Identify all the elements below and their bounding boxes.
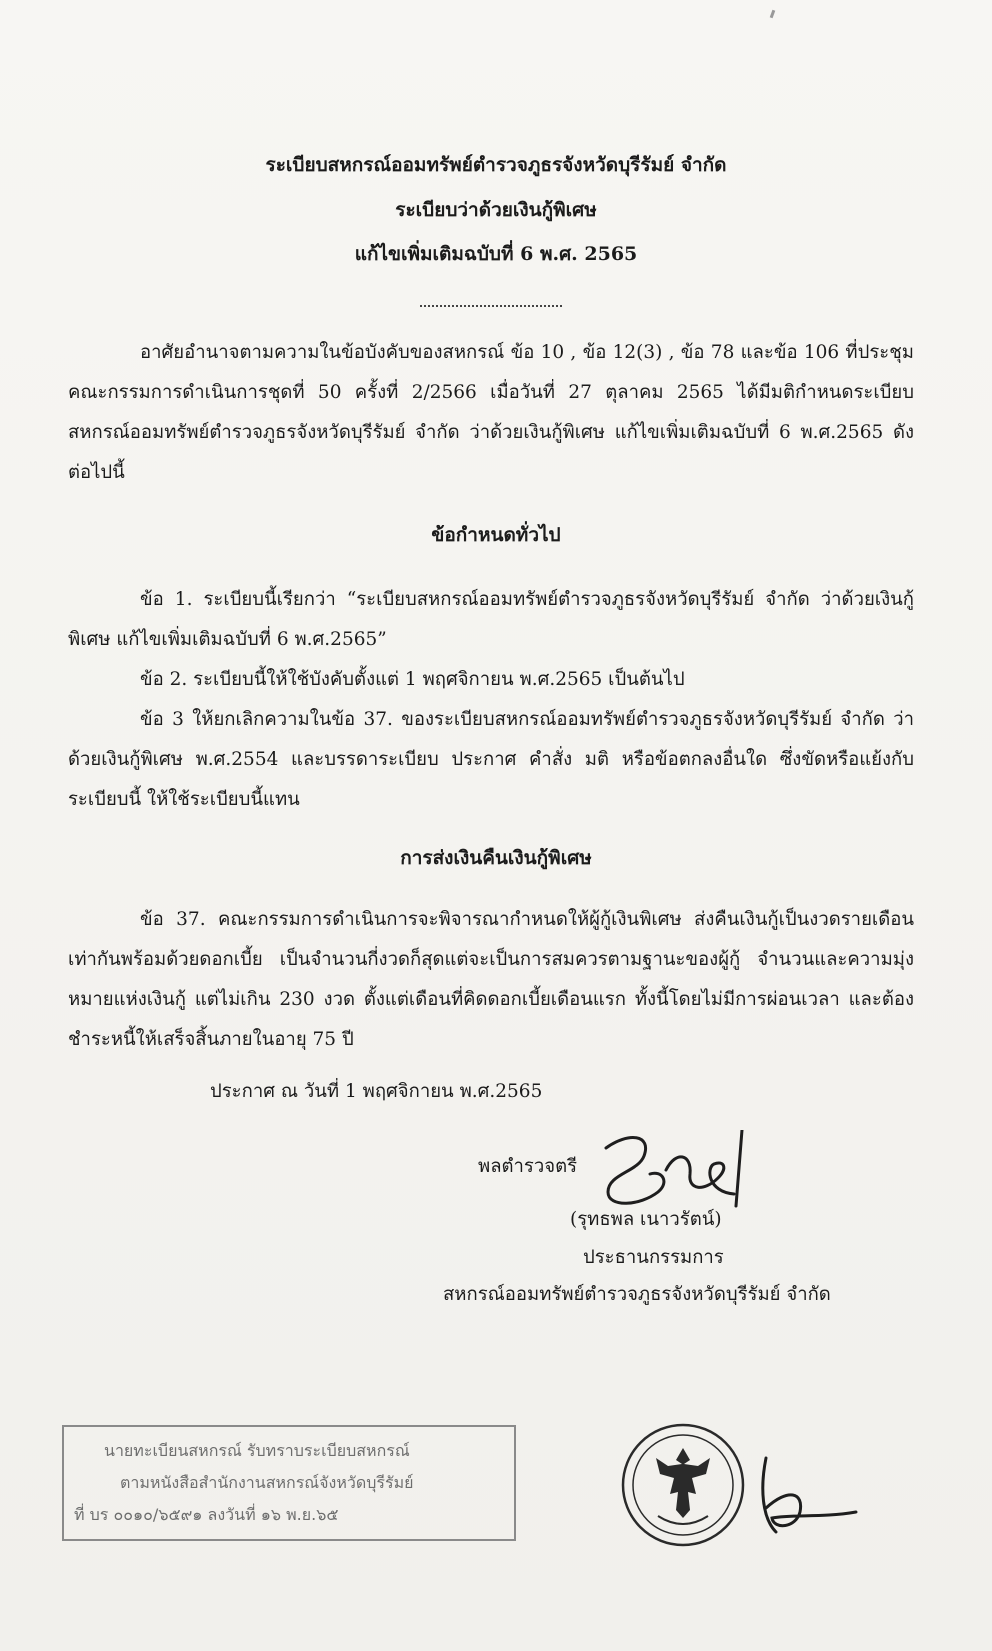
garuda-seal <box>618 1420 748 1550</box>
signer-rank: พลตำรวจตรี <box>478 1156 578 1177</box>
clause-2: ข้อ 2. ระเบียบนี้ให้ใช้บังคับตั้งแต่ 1 พฤศจิกายน พ.ศ.2565 เป็นต้นไป <box>140 669 685 690</box>
clause-37: ข้อ 37. คณะกรรมการดำเนินการจะพิจารณากำหนดให้ผู้กู้เงินพิเศษ ส่งคืนเงินกู้เป็นงวดรายเดือนเท่ากันพร้อมด้วยดอกเบี้ย เป็นจำนวนกี่งวดก็สุดแต่จะเป็นการสมควรตามฐานะของผู้กู้ จำนวนและความมุ่งหมายแห่งเงินกู้ แต่ไม่เกิน 230 งวด ตั้งแต่เดือนที่คิดดอกเบี้ยเดือนแรก ทั้งนี้โดยไม่มีการผ่อนเวลา และต้องชำระหนี้ให้เสร็จสิ้นภายในอายุ 75 ปี <box>68 909 914 1050</box>
stamp-line-2: ตามหนังสือสำนักงานสหกรณ์จังหวัดบุรีรัมย์ <box>120 1473 414 1492</box>
handwritten-initials <box>752 1448 892 1538</box>
preamble-paragraph: อาศัยอำนาจตามความในข้อบังคับของสหกรณ์ ข้อ 10 , ข้อ 12(3) , ข้อ 78 และข้อ 106 ที่ประชุมคณะกรรมการดำเนินการชุดที่ 50 ครั้งที่ 2/2566 เมื่อวันที่ 27 ตุลาคม 2565 ได้มีมติกำหนดระเบียบสหกรณ์ออมทรัพย์ตำรวจภูธรจังหวัดบุรีรัมย์ จำกัด ว่าด้วยเงินกู้พิเศษ แก้ไขเพิ่มเติมฉบับที่ 6 พ.ศ.2565 ดังต่อไปนี้ <box>68 342 914 483</box>
clause-3: ข้อ 3 ให้ยกเลิกความในข้อ 37. ของระเบียบสหกรณ์ออมทรัพย์ตำรวจภูธรจังหวัดบุรีรัมย์ จำกัด ว่าด้วยเงินกู้พิเศษ พ.ศ.2554 และบรรดาระเบียบ ประกาศ คำสั่ง มติ หรือข้อตกลงอื่นใด ซึ่งขัดหรือแย้งกับระเบียบนี้ ให้ใช้ระเบียบนี้แทน <box>68 709 914 810</box>
clause-1: ข้อ 1. ระเบียบนี้เรียกว่า “ระเบียบสหกรณ์ออมทรัพย์ตำรวจภูธรจังหวัดบุรีรัมย์ จำกัด ว่าด้วยเงินกู้พิเศษ แก้ไขเพิ่มเติมฉบับที่ 6 พ.ศ.2565” <box>68 589 914 650</box>
title-divider <box>420 305 562 307</box>
general-provisions-heading: ข้อกำหนดทั่วไป <box>431 524 561 546</box>
signer-position: ประธานกรรมการ <box>583 1247 724 1268</box>
stamp-line-3: ที่ บร ๐๐๑๐/๖๕๙๑ ลงวันที่ ๑๖ พ.ย.๖๕ <box>74 1505 339 1524</box>
repayment-heading: การส่งเงินคืนเงินกู้พิเศษ <box>400 847 592 869</box>
title-line-3: แก้ไขเพิ่มเติมฉบับที่ 6 พ.ศ. 2565 <box>354 243 638 265</box>
title-line-1: ระเบียบสหกรณ์ออมทรัพย์ตำรวจภูธรจังหวัดบุรีรัมย์ จำกัด <box>265 154 727 176</box>
stamp-line-1: นายทะเบียนสหกรณ์ รับทราบระเบียบสหกรณ์ <box>104 1441 410 1460</box>
signer-organization: สหกรณ์ออมทรัพย์ตำรวจภูธรจังหวัดบุรีรัมย์ จำกัด <box>443 1284 831 1305</box>
announcement-date: ประกาศ ณ วันที่ 1 พฤศจิกายน พ.ศ.2565 <box>210 1081 543 1102</box>
signer-name: (รุทธพล เนาวรัตน์) <box>570 1209 722 1230</box>
title-line-2: ระเบียบว่าด้วยเงินกู้พิเศษ <box>395 199 597 221</box>
scan-mark <box>770 10 776 19</box>
registrar-stamp <box>62 1425 516 1541</box>
